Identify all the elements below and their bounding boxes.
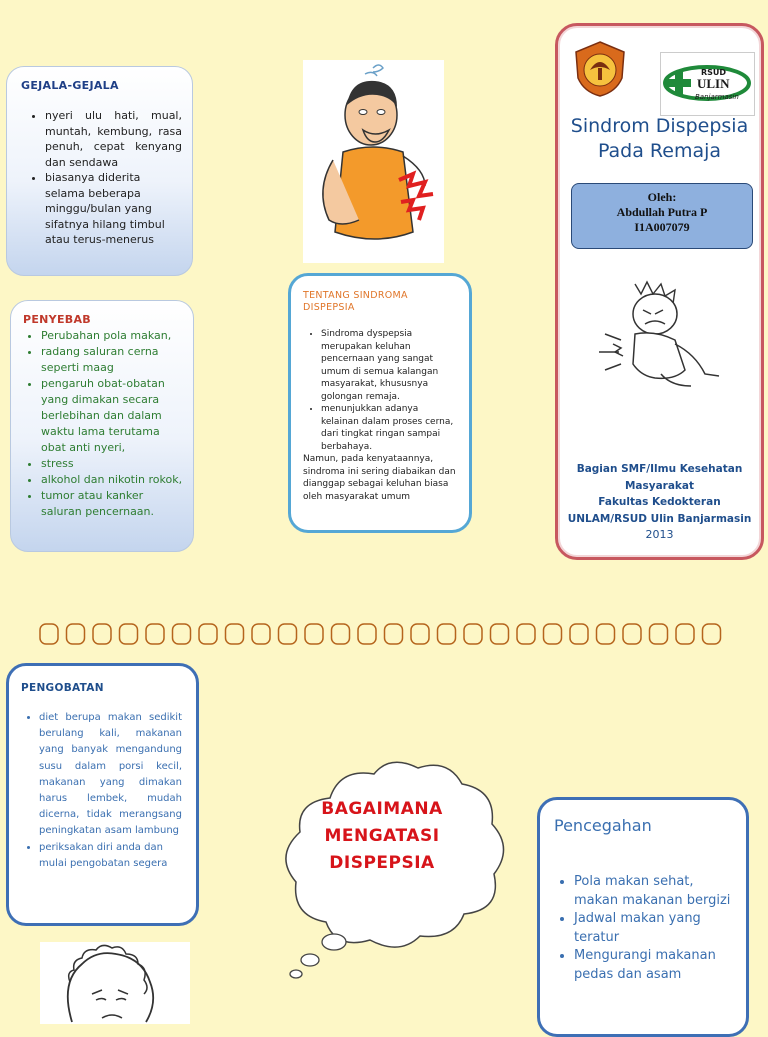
- author-box: [571, 183, 753, 249]
- pengobatan-item: • diet berupa makan sedikit berulang kali, makanan yang banyak mengandung susu dalam porsi kecil, makanan yang dimakan harus lembek, mudah dicerna, tidak merangsang peningkatan asam lambung: [39, 710, 182, 840]
- decorative-chain-divider: [38, 620, 738, 650]
- chain-link: [570, 624, 588, 644]
- chain-link: [703, 624, 721, 644]
- chain-link: [252, 624, 270, 644]
- banjarmasin-text: Banjarmasin: [695, 93, 739, 101]
- bubble-line3: DISPEPSIA: [329, 853, 435, 873]
- pencegahan-panel: [537, 797, 749, 1037]
- rsud-ulin-logo: [660, 52, 755, 116]
- chain-link: [358, 624, 376, 644]
- pengobatan-title: PENGOBATAN: [21, 682, 104, 694]
- chain-link: [93, 624, 111, 644]
- chain-link: [650, 624, 668, 644]
- cover-title: [558, 114, 761, 164]
- university-seal-logo: [572, 40, 628, 98]
- penyebab-panel: [10, 300, 194, 552]
- tentang-panel: [288, 273, 472, 533]
- chain-link: [199, 624, 217, 644]
- chain-link: [146, 624, 164, 644]
- pencegahan-item: • Jadwal makan yang teratur: [574, 910, 732, 947]
- gejala-title: GEJALA-GEJALA: [21, 79, 119, 92]
- chain-link: [332, 624, 350, 644]
- pengobatan-item: • periksakan diri anda dan mulai pengobatan segera: [39, 840, 182, 872]
- tentang-title: TENTANG SINDROMA DISPEPSIA: [303, 290, 408, 313]
- cover-year: 2013: [645, 528, 674, 541]
- penyebab-item: • stress: [41, 456, 185, 472]
- chain-link: [411, 624, 429, 644]
- chain-link: [279, 624, 297, 644]
- chain-link: [120, 624, 138, 644]
- dept-line4: UNLAM/RSUD Ulin Banjarmasin: [567, 512, 752, 525]
- gejala-item: • biasanya diderita selama beberapa minggu/bulan yang sifatnya hilang timbul atau terus-menerus: [45, 170, 182, 248]
- pencegahan-title: Pencegahan: [554, 816, 652, 835]
- tentang-item: • menunjukkan adanya kelainan dalam proses cerna, dari tingkat ringan sampai berbahaya.: [321, 403, 457, 453]
- bubble-line1: BAGAIMANA: [321, 799, 443, 819]
- penyebab-item: • alkohol dan nikotin rokok,: [41, 472, 185, 488]
- ulin-text: ULIN: [697, 76, 730, 91]
- man-figure-icon: [303, 60, 444, 263]
- dept-line1: Bagian SMF/Ilmu Kesehatan: [576, 463, 743, 475]
- boy-pain-icon: [591, 274, 731, 394]
- rsud-text: RSUD: [701, 68, 727, 77]
- dept-line2: Masyarakat: [624, 479, 695, 492]
- chain-link: [438, 624, 456, 644]
- author-label: Oleh:: [647, 190, 677, 204]
- chain-link: [544, 624, 562, 644]
- chain-link: [67, 624, 85, 644]
- chain-link: [385, 624, 403, 644]
- gejala-item: • nyeri ulu hati, mual, muntah, kembung, rasa penuh, cepat kenyang dan sendawa: [45, 108, 182, 170]
- cover-title-line1: Sindrom Dispepsia: [570, 115, 749, 137]
- chain-link: [623, 624, 641, 644]
- chain-link: [226, 624, 244, 644]
- pencegahan-item: • Pola makan sehat, makan makanan bergizi: [574, 873, 732, 910]
- cover-panel: [555, 23, 764, 560]
- bubble-line2: MENGATASI: [324, 826, 440, 846]
- penyebab-item: • tumor atau kanker saluran pencernaan.: [41, 488, 185, 520]
- pencegahan-item: • Mengurangi makanan pedas dan asam: [574, 947, 732, 984]
- penyebab-item: • Perubahan pola makan,: [41, 328, 185, 344]
- cover-title-line2: Pada Remaja: [597, 140, 722, 162]
- chain-link: [597, 624, 615, 644]
- worried-face-illustration: [40, 942, 190, 1024]
- tentang-item: • Sindroma dyspepsia merupakan keluhan pencernaan yang sangat umum di semua kalangan masyarakat, khususnya golongan remaja.: [321, 328, 457, 403]
- chain-link: [173, 624, 191, 644]
- author-name: Abdullah Putra P: [616, 205, 708, 219]
- chain-link: [676, 624, 694, 644]
- thought-bubble: [270, 758, 506, 988]
- author-id: I1A007079: [634, 220, 690, 234]
- stomach-ache-man-illustration: [303, 60, 444, 263]
- tentang-note: Namun, pada kenyataannya, sindroma ini sering diabaikan dan dianggap sebagai keluhan biasa oleh masyarakat umum: [303, 454, 456, 502]
- dept-line3: Fakultas Kedokteran: [598, 496, 721, 508]
- chain-link: [40, 624, 58, 644]
- department-block: [558, 461, 761, 544]
- chain-link: [305, 624, 323, 644]
- penyebab-title: PENYEBAB: [23, 313, 91, 326]
- chain-link: [491, 624, 509, 644]
- bubble-text: [270, 796, 494, 877]
- chain-link: [517, 624, 535, 644]
- pengobatan-panel: [6, 663, 199, 926]
- sick-boy-illustration: [591, 274, 731, 394]
- penyebab-item: • radang saluran cerna seperti maag: [41, 344, 185, 376]
- chain-link: [464, 624, 482, 644]
- face-icon: [40, 942, 190, 1024]
- gejala-panel: [6, 66, 193, 276]
- penyebab-item: • pengaruh obat-obatan yang dimakan secara berlebihan dan dalam waktu lama terutama obat anti nyeri,: [41, 376, 185, 456]
